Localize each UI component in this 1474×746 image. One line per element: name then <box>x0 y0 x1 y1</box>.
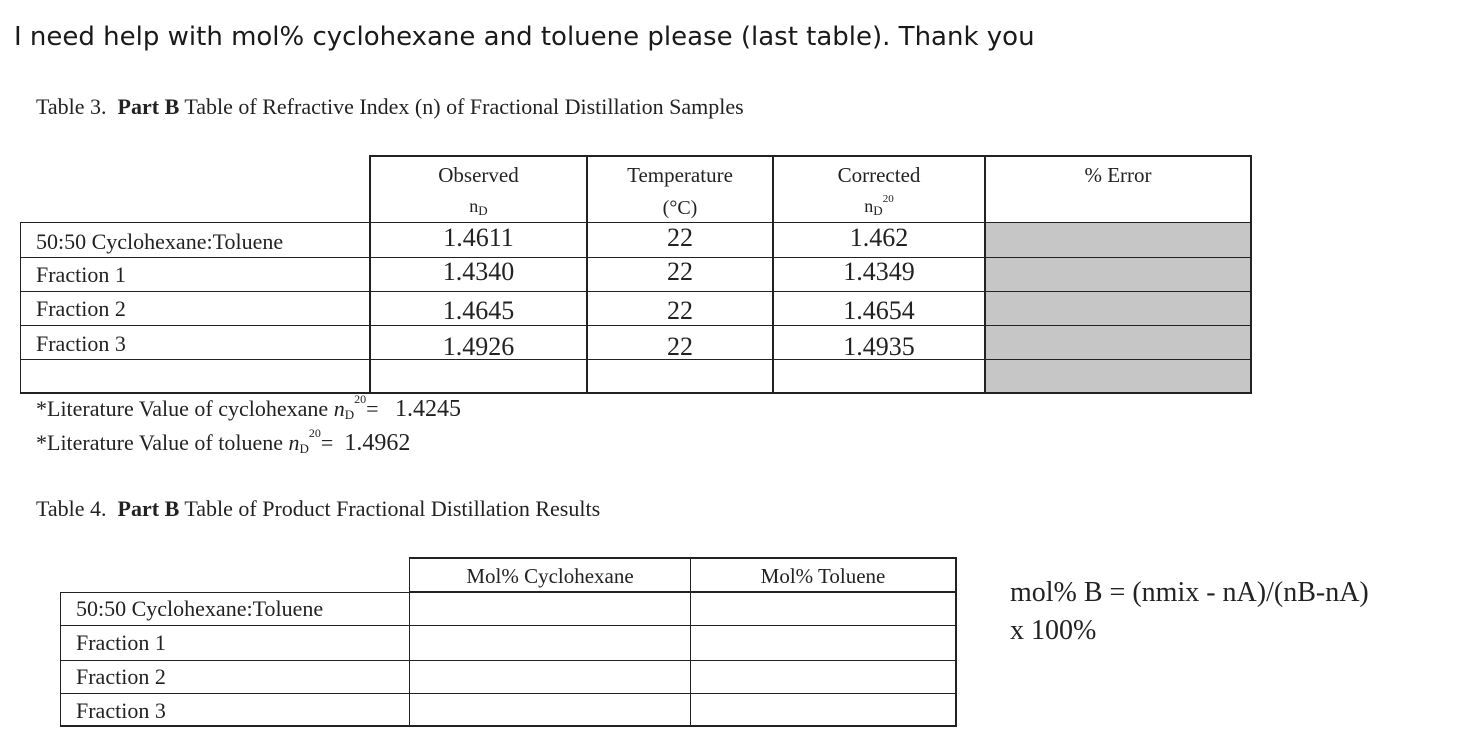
temperature-value: 22 <box>667 332 693 361</box>
table4-caption-bold: Part B <box>117 496 180 521</box>
formula-line-2: x 100% <box>1010 615 1097 646</box>
table3-row-label: Fraction 2 <box>36 296 126 321</box>
header-observed: Observed <box>438 163 519 187</box>
corrected-value: 1.462 <box>849 223 909 252</box>
observed-value: 1.4926 <box>442 332 515 361</box>
header-temperature-unit: (°C) <box>662 197 698 219</box>
error-cell <box>986 258 1250 291</box>
table3-caption-bold: Part B <box>117 94 180 119</box>
question-text: I need help with mol% cyclohexane and toluene please (last table). Thank you <box>14 22 1035 52</box>
literature-cyclohexane: *Literature Value of cyclohexane $n_D^{20}= 1.4245$ <box>36 392 461 422</box>
header-temperature: Temperature <box>627 163 733 187</box>
header-observed-unit: $n_D$ <box>469 196 488 218</box>
table4-caption-rest: Table of Product Fractional Distillation Results <box>184 496 601 521</box>
table4-caption <box>36 496 600 522</box>
table3-row-label: 50:50 Cyclohexane:Toluene <box>36 229 284 254</box>
header-error: % Error <box>1084 163 1152 187</box>
error-cell <box>986 292 1250 325</box>
mol-percent-formula <box>1010 574 1369 650</box>
table4-row-label: Fraction 3 <box>76 698 166 723</box>
header-mol-toluene: Mol% Toluene <box>760 564 886 588</box>
table3-row-label: Fraction 1 <box>36 262 126 287</box>
error-cell <box>986 326 1250 359</box>
header-corrected-unit: $n_D^{20}$ <box>864 193 894 218</box>
table3-caption-rest: Table of Refractive Index (n) of Fractional Distillation Samples <box>184 94 744 119</box>
formula-line-1: mol% B = (nmix - nA)/(nB-nA) <box>1010 577 1369 608</box>
corrected-value: 1.4935 <box>843 332 915 361</box>
table4-row-label: Fraction 2 <box>76 664 166 689</box>
temperature-value: 22 <box>667 296 693 325</box>
error-cell <box>986 360 1250 392</box>
observed-value: 1.4645 <box>442 296 515 325</box>
table3-caption-prefix: Table 3. <box>36 94 107 119</box>
table4-row-label: 50:50 Cyclohexane:Toluene <box>76 596 324 621</box>
temperature-value: 22 <box>667 223 693 252</box>
observed-value: 1.4340 <box>442 257 515 286</box>
corrected-value: 1.4654 <box>843 296 915 325</box>
table3-caption <box>36 94 744 120</box>
table4-row-label: Fraction 1 <box>76 630 166 655</box>
table3-row-label: Fraction 3 <box>36 331 126 356</box>
header-mol-cyclohexane: Mol% Cyclohexane <box>466 564 634 588</box>
table4-caption-prefix: Table 4. <box>36 496 107 521</box>
literature-toluene: *Literature Value of toluene $n_D^{20}= 1.4962$ <box>36 426 411 456</box>
temperature-value: 22 <box>667 257 693 286</box>
header-corrected: Corrected <box>837 163 921 187</box>
corrected-value: 1.4349 <box>843 257 915 286</box>
observed-value: 1.4611 <box>443 223 514 252</box>
error-cell <box>986 223 1250 257</box>
